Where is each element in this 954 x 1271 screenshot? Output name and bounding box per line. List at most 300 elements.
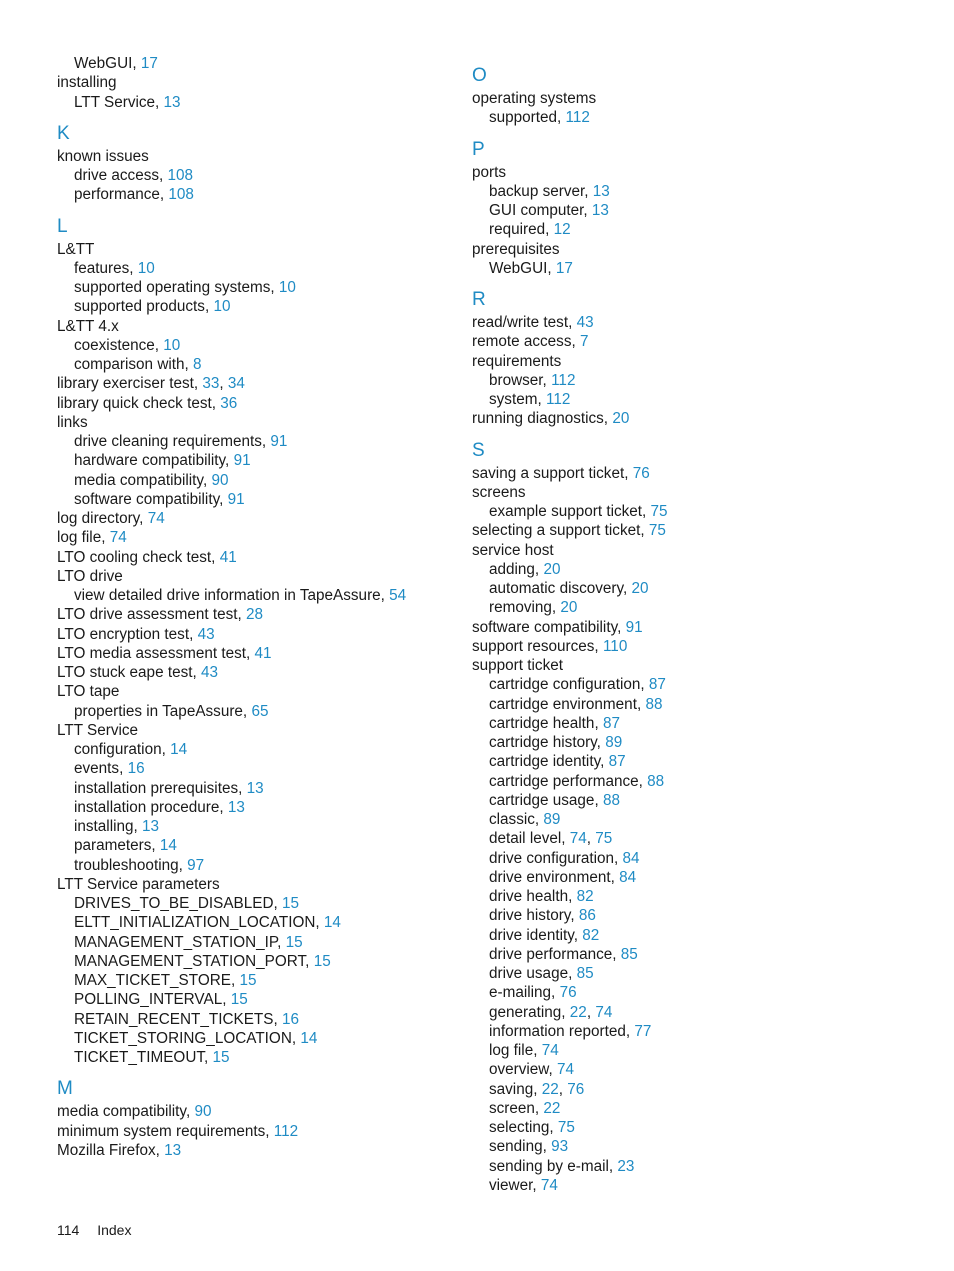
index-entry	[57, 413, 457, 432]
index-subentry	[57, 740, 457, 759]
index-term: Mozilla Firefox,	[57, 1141, 160, 1159]
index-term: known issues	[57, 147, 149, 165]
page-link[interactable]: 74	[109, 529, 127, 547]
index-term: detail level,	[489, 830, 566, 848]
index-term: LTT Service	[57, 721, 139, 739]
index-subentry	[472, 1176, 912, 1195]
page-link[interactable]: 43	[576, 314, 594, 331]
index-term: selecting,	[489, 1119, 554, 1136]
page-link[interactable]: 22	[543, 1099, 561, 1117]
index-term: drive access,	[74, 167, 164, 184]
index-subentry	[472, 849, 912, 868]
index-term: e-mailing,	[489, 984, 556, 1002]
index-term: log file,	[57, 529, 106, 547]
page-link[interactable]: 75	[648, 522, 666, 540]
index-entry	[472, 332, 912, 351]
index-term: TICKET_STORING_LOCATION,	[74, 1029, 297, 1047]
index-entry	[472, 541, 912, 560]
page-link[interactable]: 91	[270, 433, 288, 450]
page-link[interactable]: 43	[197, 625, 215, 643]
index-term: features,	[74, 259, 134, 277]
index-subentry	[57, 990, 457, 1009]
index-subentry	[472, 182, 912, 201]
page-separator: ,	[219, 375, 224, 393]
page-link[interactable]: 13	[164, 1141, 182, 1159]
page-link[interactable]: 93	[551, 1138, 569, 1156]
index-subentry	[472, 598, 912, 617]
index-term: information reported,	[489, 1022, 631, 1040]
index-term: drive usage,	[489, 965, 573, 982]
index-term: installing,	[74, 818, 138, 835]
index-entry	[57, 567, 457, 586]
index-subentry	[472, 945, 912, 964]
index-subentry	[57, 278, 457, 297]
index-term: installation prerequisites,	[74, 779, 243, 797]
index-term: drive environment,	[489, 868, 615, 886]
index-term: classic,	[489, 811, 540, 828]
index-term: ELTT_INITIALIZATION_LOCATION,	[74, 914, 320, 932]
index-column-right	[472, 54, 912, 1195]
index-subentry	[472, 926, 912, 945]
index-term: L&TT	[57, 240, 95, 258]
index-subentry	[472, 201, 912, 220]
index-subentry	[472, 714, 912, 733]
index-subentry	[57, 297, 457, 316]
index-term: selecting a support ticket,	[472, 522, 645, 540]
page-link[interactable]: 76	[632, 464, 650, 482]
index-subentry	[472, 1022, 912, 1041]
index-entry	[472, 483, 912, 502]
index-term: automatic discovery,	[489, 580, 628, 597]
page-link[interactable]: 20	[612, 410, 630, 428]
index-subentry	[57, 759, 457, 778]
index-term: operating systems	[472, 90, 597, 107]
index-term: LTO cooling check test,	[57, 548, 216, 566]
index-subentry	[472, 810, 912, 829]
index-entry	[57, 509, 457, 528]
page-link[interactable]: 75	[650, 503, 668, 520]
page-link[interactable]: 14	[323, 914, 341, 932]
index-subentry	[57, 894, 457, 913]
index-entry	[472, 240, 912, 259]
index-entry	[57, 1102, 457, 1121]
index-subentry	[57, 1048, 457, 1067]
index-term: remote access,	[472, 333, 576, 351]
index-term: overview,	[489, 1061, 553, 1079]
index-subentry	[472, 579, 912, 598]
page-link[interactable]: 112	[551, 371, 576, 389]
index-entry	[472, 409, 912, 428]
index-letter-heading: R	[472, 289, 486, 310]
index-subentry	[472, 964, 912, 983]
index-subentry	[472, 1080, 912, 1099]
index-entry	[57, 605, 457, 624]
index-term: drive configuration,	[489, 849, 619, 867]
index-subentry	[57, 432, 457, 451]
index-term: viewer,	[489, 1176, 537, 1194]
index-term: POLLING_INTERVAL,	[74, 991, 227, 1009]
index-subentry	[472, 791, 912, 810]
page-link[interactable]: 15	[282, 895, 300, 912]
index-subentry	[472, 1118, 912, 1137]
index-term: ports	[472, 163, 507, 181]
page-link[interactable]: 16	[127, 760, 145, 778]
index-entry	[472, 313, 912, 332]
index-subentry	[57, 913, 457, 932]
page-link[interactable]: 36	[220, 394, 238, 412]
index-term: cartridge performance,	[489, 772, 643, 790]
page-link[interactable]: 112	[273, 1122, 299, 1140]
page-link[interactable]: 86	[578, 907, 596, 925]
index-subentry	[472, 675, 912, 694]
page-link[interactable]: 34	[227, 375, 245, 393]
page-link[interactable]: 13	[163, 93, 181, 111]
index-subentry	[57, 933, 457, 952]
index-subentry	[472, 1099, 912, 1118]
page-link[interactable]: 10	[137, 259, 155, 277]
index-entry	[57, 317, 457, 336]
index-subentry	[57, 185, 457, 204]
index-subentry	[57, 817, 457, 836]
page-link[interactable]: 15	[239, 972, 257, 989]
index-subentry	[472, 887, 912, 906]
page-link[interactable]: 91	[227, 490, 245, 508]
page-link[interactable]: 74	[541, 1042, 559, 1059]
page-link[interactable]: 87	[648, 676, 666, 694]
index-subentry	[57, 54, 457, 73]
index-term: drive history,	[489, 907, 575, 925]
index-term: adding,	[489, 560, 540, 578]
index-subentry	[472, 1060, 912, 1079]
index-subentry	[57, 166, 457, 185]
index-term: service host	[472, 541, 554, 559]
index-subentry	[472, 108, 912, 127]
index-term: saving,	[489, 1080, 538, 1098]
index-term: LTT Service parameters	[57, 875, 220, 893]
page-link[interactable]: 15	[230, 991, 248, 1009]
index-entry	[57, 374, 457, 393]
index-letter-heading: K	[57, 122, 70, 144]
index-term: GUI computer,	[489, 202, 588, 219]
index-entry	[472, 352, 912, 371]
page-link[interactable]: 84	[619, 868, 637, 886]
index-term: MANAGEMENT_STATION_PORT,	[74, 952, 310, 970]
index-entry	[472, 618, 912, 637]
page-link[interactable]: 87	[602, 714, 620, 732]
page-link[interactable]: 20	[543, 560, 561, 578]
page-link[interactable]: 65	[251, 702, 269, 720]
index-term: cartridge configuration,	[489, 676, 645, 694]
index-subentry	[57, 856, 457, 875]
index-term: support resources,	[472, 637, 599, 655]
index-column-left	[57, 54, 457, 1160]
index-subentry	[472, 868, 912, 887]
page-link[interactable]: 54	[389, 587, 407, 604]
index-term: library exerciser test,	[57, 375, 199, 393]
index-entry	[472, 656, 912, 675]
index-term: coexistence,	[74, 336, 160, 354]
index-term: media compatibility,	[57, 1103, 191, 1121]
index-term: required,	[489, 221, 550, 239]
index-subentry	[57, 798, 457, 817]
index-term: requirements	[472, 352, 562, 370]
index-term: comparison with,	[74, 356, 189, 373]
index-term: MANAGEMENT_STATION_IP,	[74, 933, 282, 951]
page-link[interactable]: 112	[545, 391, 571, 408]
page-link[interactable]: 43	[200, 664, 218, 681]
index-entry	[57, 73, 457, 92]
index-entry	[57, 721, 457, 740]
page-link[interactable]: 97	[187, 856, 205, 874]
page-number: 114	[57, 1222, 80, 1238]
index-term: MAX_TICKET_STORE,	[74, 972, 236, 989]
index-subentry	[57, 336, 457, 355]
page-link[interactable]: 7	[579, 333, 589, 351]
page-link[interactable]: 22	[541, 1080, 559, 1098]
page-link[interactable]: 90	[194, 1103, 212, 1121]
page-link[interactable]: 77	[634, 1022, 652, 1040]
index-letter-heading: S	[472, 439, 485, 461]
page-link[interactable]: 33	[202, 375, 220, 393]
index-subentry	[472, 502, 912, 521]
page-link[interactable]: 14	[159, 837, 177, 855]
page-link[interactable]: 85	[620, 945, 638, 963]
page-link[interactable]: 89	[543, 811, 561, 828]
page-link[interactable]: 13	[246, 779, 264, 797]
index-term: software compatibility,	[472, 618, 622, 636]
page-link[interactable]: 14	[300, 1029, 318, 1047]
index-entry	[472, 89, 912, 108]
index-term: software compatibility,	[74, 490, 224, 508]
index-term: media compatibility,	[74, 471, 208, 489]
page-link[interactable]: 88	[602, 791, 620, 809]
page-link[interactable]: 74	[569, 830, 587, 848]
index-subentry	[57, 1010, 457, 1029]
page-link[interactable]: 112	[565, 109, 590, 127]
page-link[interactable]: 75	[557, 1119, 575, 1136]
index-term: sending,	[489, 1138, 547, 1156]
page-link[interactable]: 88	[645, 695, 663, 713]
index-term: backup server,	[489, 182, 589, 200]
index-term: library quick check test,	[57, 394, 216, 412]
index-subentry	[472, 1003, 912, 1022]
index-term: TICKET_TIMEOUT,	[74, 1049, 209, 1066]
index-term: properties in TapeAssure,	[74, 702, 248, 720]
page-link[interactable]: 91	[233, 452, 251, 470]
index-subentry	[472, 259, 912, 278]
page-link[interactable]: 108	[168, 186, 194, 204]
page-link[interactable]: 76	[567, 1080, 585, 1098]
page-link[interactable]: 12	[553, 221, 571, 239]
page-link[interactable]: 17	[140, 55, 158, 72]
page-link[interactable]: 82	[582, 926, 600, 944]
index-term: browser,	[489, 371, 547, 389]
page-link[interactable]: 13	[592, 182, 610, 200]
index-term: minimum system requirements,	[57, 1122, 270, 1140]
page-link[interactable]: 16	[281, 1010, 299, 1028]
index-subentry	[57, 355, 457, 374]
index-term: view detailed drive information in TapeAssure,	[74, 587, 385, 604]
index-term: supported operating systems,	[74, 279, 275, 296]
page-link[interactable]: 76	[559, 984, 577, 1002]
index-entry	[57, 528, 457, 547]
page-link[interactable]: 15	[212, 1049, 230, 1066]
index-entry	[57, 548, 457, 567]
index-term: cartridge identity,	[489, 753, 605, 771]
index-entry	[57, 663, 457, 682]
page-link[interactable]: 13	[591, 202, 609, 219]
index-subentry	[57, 586, 457, 605]
index-subentry	[472, 733, 912, 752]
index-term: LTO encryption test,	[57, 625, 194, 643]
index-term: L&TT 4.x	[57, 317, 119, 335]
index-entry	[57, 875, 457, 894]
page-link[interactable]: 8	[193, 356, 202, 373]
index-term: cartridge environment,	[489, 695, 642, 713]
index-term: saving a support ticket,	[472, 464, 629, 482]
index-term: cartridge health,	[489, 714, 599, 732]
index-subentry	[472, 906, 912, 925]
index-subentry	[472, 371, 912, 390]
page-link[interactable]: 74	[147, 510, 165, 527]
index-term: configuration,	[74, 741, 166, 758]
index-term: LTT Service,	[74, 93, 160, 111]
page-link[interactable]: 88	[647, 772, 665, 790]
page-link[interactable]: 20	[560, 599, 578, 617]
index-subentry	[472, 752, 912, 771]
page-link[interactable]: 85	[576, 965, 594, 982]
index-subentry	[57, 490, 457, 509]
index-subentry	[472, 829, 912, 848]
index-subentry	[472, 695, 912, 714]
page-link[interactable]: 91	[625, 618, 643, 636]
index-subentry	[472, 772, 912, 791]
page-link[interactable]: 10	[163, 336, 181, 354]
index-letter-heading: P	[472, 138, 485, 160]
page-link[interactable]: 17	[555, 259, 573, 277]
index-subentry	[472, 1157, 912, 1176]
index-subentry	[57, 779, 457, 798]
index-entry	[472, 637, 912, 656]
index-term: read/write test,	[472, 314, 573, 331]
page-link[interactable]: 13	[227, 798, 245, 816]
page-link[interactable]: 84	[622, 849, 640, 867]
index-term: example support ticket,	[489, 503, 647, 520]
index-term: cartridge history,	[489, 734, 601, 751]
page-link[interactable]: 74	[540, 1176, 558, 1194]
index-term: supported,	[489, 109, 562, 127]
index-term: LTO media assessment test,	[57, 644, 251, 662]
index-letter-heading: L	[57, 215, 68, 237]
page-link[interactable]: 87	[608, 753, 626, 771]
index-term: WebGUI,	[489, 259, 552, 277]
index-term: troubleshooting,	[74, 856, 183, 874]
page-link[interactable]: 22	[569, 1003, 587, 1021]
page-link[interactable]: 108	[167, 167, 194, 184]
page-link[interactable]: 15	[285, 933, 303, 951]
page-link[interactable]: 74	[557, 1061, 575, 1079]
page-link[interactable]: 23	[617, 1157, 635, 1175]
index-term: support ticket	[472, 657, 563, 674]
index-subentry	[472, 983, 912, 1002]
page-link[interactable]: 89	[605, 734, 623, 751]
index-subentry	[57, 259, 457, 278]
index-subentry	[57, 971, 457, 990]
page-link[interactable]: 82	[576, 888, 594, 905]
index-subentry	[57, 451, 457, 470]
index-subentry	[57, 471, 457, 490]
index-entry	[57, 240, 457, 259]
page-link[interactable]: 75	[595, 830, 613, 848]
index-entry	[57, 394, 457, 413]
index-subentry	[57, 93, 457, 112]
index-term: cartridge usage,	[489, 791, 599, 809]
index-entry	[57, 1122, 457, 1141]
page-link[interactable]: 110	[602, 637, 628, 655]
index-term: log directory,	[57, 510, 144, 527]
index-term: system,	[489, 391, 542, 408]
page-footer	[57, 1222, 145, 1238]
index-term: drive health,	[489, 888, 573, 905]
page-link[interactable]: 10	[213, 298, 231, 316]
index-term: RETAIN_RECENT_TICKETS,	[74, 1010, 278, 1028]
index-entry	[57, 682, 457, 701]
page-separator: ,	[558, 1080, 563, 1098]
index-subentry	[57, 836, 457, 855]
index-entry	[57, 1141, 457, 1160]
index-term: DRIVES_TO_BE_DISABLED,	[74, 895, 278, 912]
index-term: links	[57, 413, 88, 431]
index-term: LTO drive assessment test,	[57, 606, 242, 624]
page-link[interactable]: 14	[170, 741, 188, 758]
page-link[interactable]: 20	[631, 580, 649, 597]
page-link[interactable]: 28	[246, 606, 264, 624]
index-subentry	[472, 220, 912, 239]
index-term: WebGUI,	[74, 55, 137, 72]
index-subentry	[472, 560, 912, 579]
index-term: parameters,	[74, 837, 156, 855]
page-link[interactable]: 41	[254, 644, 272, 662]
index-subentry	[57, 1029, 457, 1048]
index-subentry	[472, 1137, 912, 1156]
index-term: supported products,	[74, 298, 210, 316]
index-term: prerequisites	[472, 240, 560, 258]
page-separator: ,	[586, 830, 592, 848]
page-link[interactable]: 15	[313, 952, 331, 970]
page-link[interactable]: 41	[219, 548, 237, 566]
page-link[interactable]: 90	[211, 471, 229, 489]
index-term: drive cleaning requirements,	[74, 433, 267, 450]
page-link[interactable]: 13	[142, 818, 160, 835]
page-link[interactable]: 10	[278, 279, 296, 296]
index-entry	[57, 147, 457, 166]
index-entry	[472, 464, 912, 483]
index-term: installation procedure,	[74, 798, 224, 816]
index-term: performance,	[74, 186, 165, 204]
index-entry	[472, 163, 912, 182]
index-term: log file,	[489, 1042, 538, 1059]
index-term: running diagnostics,	[472, 410, 609, 428]
index-term: drive identity,	[489, 926, 578, 944]
footer-section-title: Index	[97, 1222, 132, 1238]
index-subentry	[472, 390, 912, 409]
index-entry	[57, 644, 457, 663]
index-entry	[472, 521, 912, 540]
index-subentry	[57, 702, 457, 721]
page-separator: ,	[586, 1003, 592, 1021]
page-link[interactable]: 74	[595, 1003, 613, 1021]
index-letter-heading: M	[57, 1078, 73, 1100]
